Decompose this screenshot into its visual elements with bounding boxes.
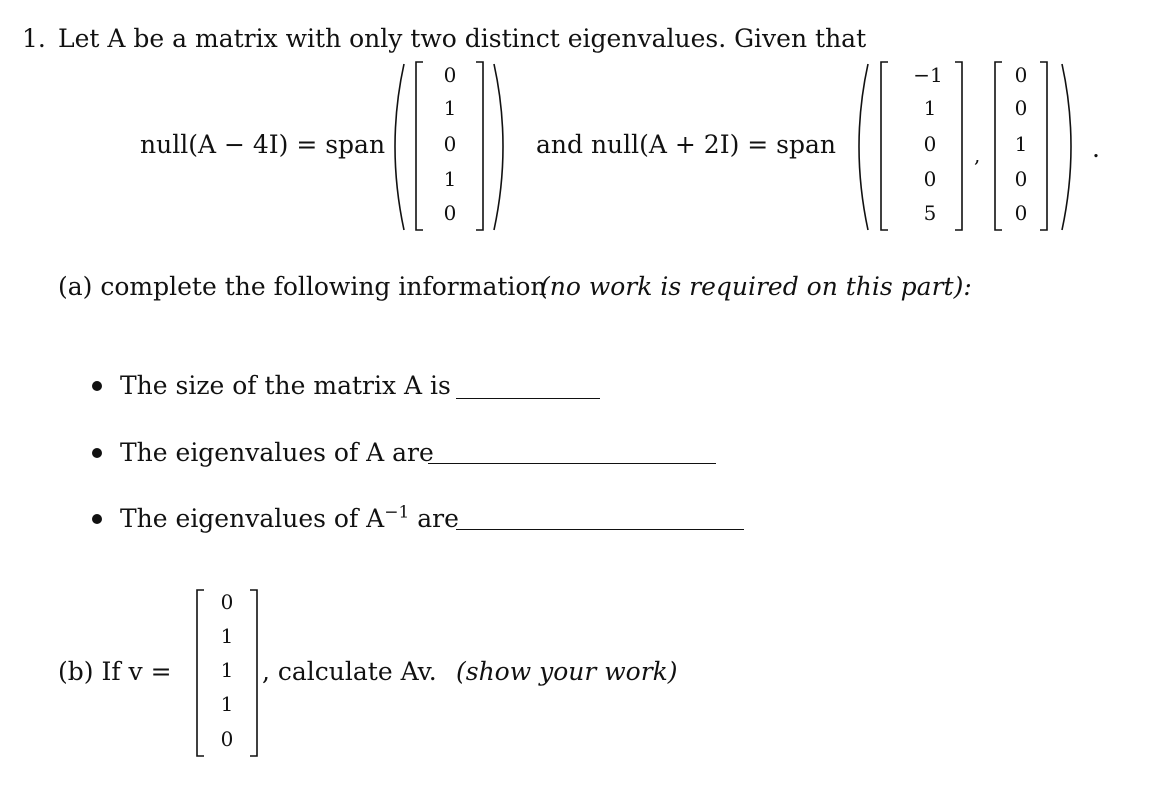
matrix-entry: 0	[443, 63, 457, 87]
bullet-eigenvalues-text: The eigenvalues of A are	[120, 438, 434, 467]
matrix-entry: 1	[1014, 132, 1028, 156]
matrix-entry: 0	[1014, 167, 1028, 191]
matrix-entry: 0	[1014, 201, 1028, 225]
vector-separator-comma: ,	[974, 143, 981, 167]
matrix-entry: 1	[220, 658, 234, 682]
answer-blank-inverse-eigenvalues[interactable]	[456, 529, 744, 530]
eq1-label: null(A − 4I) = span	[140, 130, 386, 159]
equation-period: .	[1092, 134, 1100, 163]
eq2-label: and null(A + 2I) = span	[536, 130, 837, 159]
part-a-label: (a) complete the following information	[58, 272, 547, 301]
matrix-entry: 0	[1014, 96, 1028, 120]
inverse-text-end: are	[417, 504, 459, 533]
problem-number: 1.	[22, 24, 46, 53]
matrix-entry: −1	[913, 63, 943, 87]
bullet-dot	[92, 381, 102, 391]
matrix-entry: 0	[923, 167, 937, 191]
bullet-inverse-eigenvalues-text	[120, 504, 459, 534]
part-b-instruction: , calculate Av.	[262, 657, 437, 686]
matrix-entry: 1	[443, 167, 457, 191]
matrix-entry: 0	[443, 201, 457, 225]
bullet-size-text: The size of the matrix A is	[120, 371, 451, 400]
matrix-entry: 1	[220, 624, 234, 648]
part-a-note: (no work is required on this part):	[540, 272, 972, 301]
matrix-entry: 0	[220, 590, 234, 614]
inverse-text-main: The eigenvalues of A	[120, 504, 385, 533]
matrix-entry: 0	[923, 132, 937, 156]
matrix-entry: 1	[220, 692, 234, 716]
matrix-entry: 0	[220, 727, 234, 751]
matrix-entry: 1	[923, 96, 937, 120]
bullet-dot	[92, 514, 102, 524]
inverse-exponent: −1	[384, 502, 410, 523]
matrix-entry: 0	[443, 132, 457, 156]
matrix-entry: 0	[1014, 63, 1028, 87]
problem-intro: Let A be a matrix with only two distinct eigenvalues. Given that	[58, 24, 867, 53]
matrix-entry: 1	[443, 96, 457, 120]
part-b-label: (b) If v =	[58, 657, 172, 686]
answer-blank-eigenvalues[interactable]	[428, 463, 716, 464]
part-b-note: (show your work)	[456, 657, 678, 686]
answer-blank-size[interactable]	[456, 398, 600, 399]
matrix-entry: 5	[923, 201, 937, 225]
bullet-dot	[92, 448, 102, 458]
